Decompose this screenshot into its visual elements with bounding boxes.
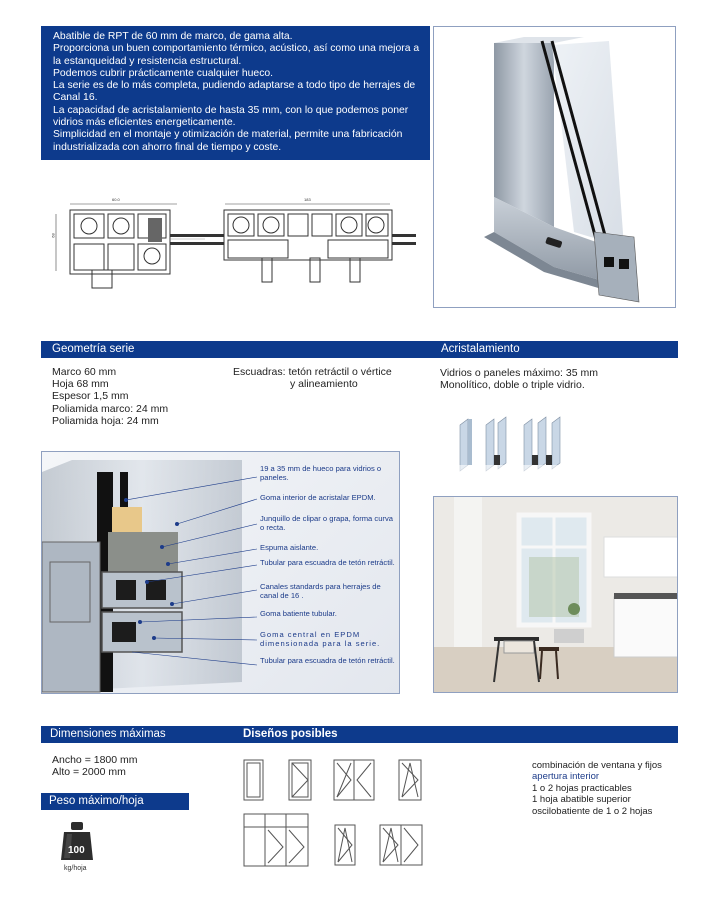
intro-box (41, 26, 430, 160)
intro-line-3: Podemos cubrir prácticamente cualquier hueco. (53, 67, 274, 79)
disenos-line-4: 1 hoja abatible superior (532, 794, 631, 806)
profile-corner-image (433, 26, 676, 308)
annotation-canales: Canales standards para herrajes de canal de 16 . (260, 582, 381, 601)
design-casement-single (289, 760, 311, 800)
drawing-left-dim-top: 60.0 (112, 197, 120, 202)
spec-poliamida-hoja: Poliamida hoja: 24 mm (52, 414, 159, 427)
peso-title: Peso máximo/hoja (49, 795, 144, 807)
geometria-specs (52, 366, 168, 427)
spec-hoja: Hoja 68 mm (52, 378, 109, 391)
section-drawing-left (52, 196, 207, 291)
escuadras-line-1: Escuadras: tetón retráctil o vértice (233, 366, 392, 378)
weight-icon (60, 822, 94, 862)
profile-section-detail (41, 451, 400, 694)
kitchen-illustration (434, 497, 678, 693)
peso-value: 100 (68, 845, 85, 856)
intro-line-4: La serie es de lo más completa, pudiendo adaptarse a todo tipo de herrajes de Canal 16. (53, 80, 416, 104)
interior-kitchen-photo (433, 496, 678, 693)
disenos-title: Diseños posibles (243, 728, 338, 740)
section-drawing-right (200, 196, 418, 291)
intro-line-1: Abatible de RPT de 60 mm de marco, de gama alta. (53, 31, 293, 42)
dim-alto: Alto = 2000 mm (52, 766, 126, 778)
design-tilt-turn-narrow (335, 825, 355, 865)
spec-espesor: Espesor 1,5 mm (52, 390, 129, 403)
triple-glass-sample (524, 417, 560, 471)
annotation-goma-batiente: Goma batiente tubular. (260, 609, 337, 618)
geometria-acristalamiento-bar (41, 341, 678, 358)
annotation-hueco: 19 a 35 mm de hueco para vidrios o paneles. (260, 464, 382, 483)
intro-line-5: La capacidad de acristalamiento de hasta 35 mm, con lo que podemos poner vidrios más eficientes energeticamente. (53, 104, 409, 129)
design-tilt-turn-single (399, 760, 421, 800)
disenos-line-1: combinación de ventana y fijos (532, 760, 662, 771)
spec-marco: Marco 60 mm (52, 366, 117, 378)
intro-line-6: Simplicidad en el montaje y otimización de material, permite una fabricación industrializada con ahorro final de tiempo y coste. (53, 129, 403, 153)
dimensiones-title: Dimensiones máximas (50, 728, 166, 740)
acristalamiento-line-1: Vidrios o paneles máximo: 35 mm (440, 367, 598, 379)
acristalamiento-title: Acristalamiento (441, 343, 520, 355)
single-glass-sample (460, 419, 472, 471)
escuadras-line-2: y alineamiento (290, 378, 358, 390)
annotation-tubular-1: Tubular para escuadra de tetón retráctil. (260, 558, 395, 567)
drawing-right-dim-top: 183 (304, 197, 311, 202)
peso-unit: kg/hoja (64, 865, 87, 872)
design-tilt-turn-double (380, 825, 422, 865)
disenos-line-3: 1 o 2 hojas practicables (532, 782, 632, 794)
window-designs-grid (240, 757, 440, 869)
disenos-text (532, 760, 662, 817)
glazing-samples-image (458, 415, 578, 473)
design-combination-fixed (244, 814, 308, 866)
dim-ancho: Ancho = 1800 mm (52, 754, 138, 766)
intro-line-2: Proporciona un buen comportamiento térmico, acústico, así como una mejora a la estanqueidad y resistencia estructural. (53, 43, 420, 67)
double-glass-sample (486, 417, 506, 471)
disenos-line-2: apertura interior (532, 771, 600, 783)
annotation-goma-interior: Goma interior de acristalar EPDM. (260, 493, 376, 502)
geometria-title: Geometría serie (52, 343, 135, 355)
annotation-junquillo: Junquillo de clipar o grapa, forma curva o recta. (260, 514, 393, 533)
annotation-goma-central: Goma central en EPDM dimensionada para la serie. (260, 630, 381, 649)
drawing-left-dim-side: 68 (50, 233, 56, 238)
annotation-espuma: Espuma aislante. (260, 543, 319, 552)
design-casement-double (334, 760, 374, 800)
design-fixed-single (244, 760, 263, 800)
annotation-tubular-2: Tubular para escuadra de tetón retráctil. (260, 656, 395, 665)
acristalamiento-line-2: Monolítico, doble o triple vidrio. (440, 379, 585, 391)
disenos-line-5: oscilobatiente de 1 o 2 hojas (532, 805, 653, 817)
window-corner-illustration (434, 27, 676, 308)
spec-poliamida-marco: Poliamida marco: 24 mm (52, 402, 169, 415)
